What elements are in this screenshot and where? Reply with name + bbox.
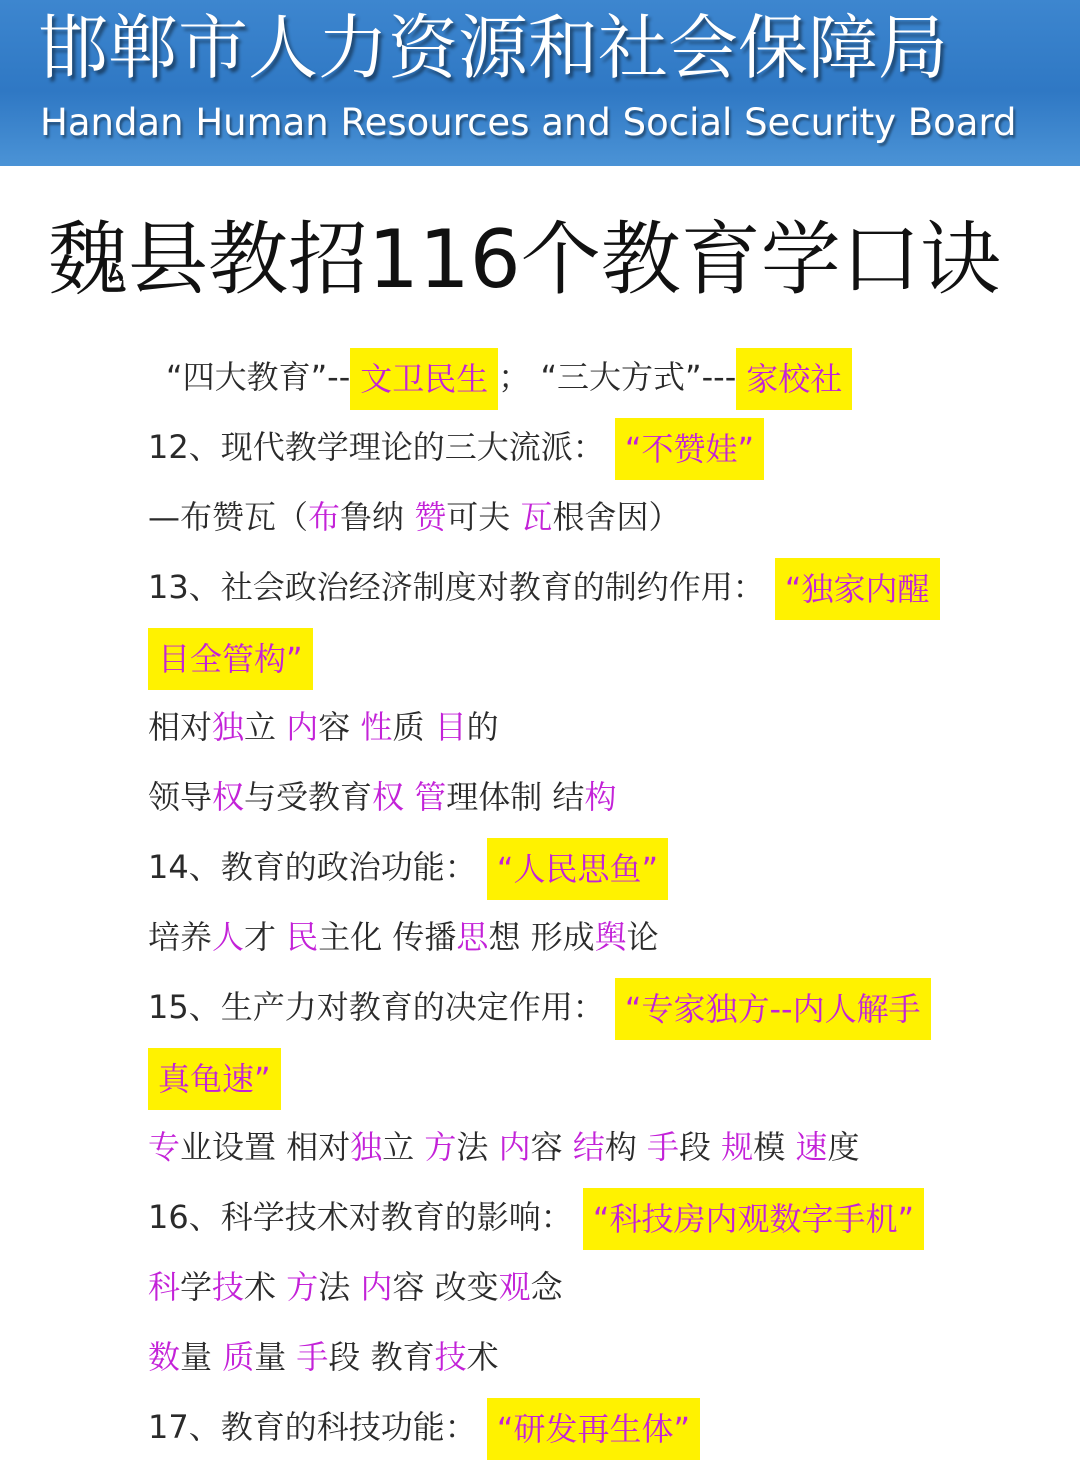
line-text: 理体制 结 xyxy=(446,778,585,816)
line-text: 学 xyxy=(180,1268,213,1306)
line-text: —布赞瓦（ xyxy=(148,498,309,536)
line-text: 立 xyxy=(382,1128,425,1166)
line-text: ； “三大方式”--- xyxy=(498,358,737,396)
line-text: 术 xyxy=(466,1338,499,1376)
line-text: 16、科学技术对教育的影响： xyxy=(148,1198,583,1236)
line-text: 13、社会政治经济制度对教育的制约作用： xyxy=(148,568,775,606)
keyword-character: 技 xyxy=(434,1338,467,1376)
line-text: 法 xyxy=(456,1128,499,1166)
mnemonic-line xyxy=(148,1042,281,1112)
highlighted-mnemonic: “专家独方--内人解手 xyxy=(615,978,931,1040)
keyword-character: 科 xyxy=(148,1268,181,1306)
line-text: 鲁纳 xyxy=(340,498,415,536)
line-text: 念 xyxy=(530,1268,563,1306)
line-text: 量 xyxy=(180,1338,223,1376)
line-text: 论 xyxy=(626,918,659,956)
line-text: 容 改变 xyxy=(392,1268,499,1306)
line-text: 的 xyxy=(466,708,499,746)
line-text: 量 xyxy=(254,1338,297,1376)
keyword-character: 数 xyxy=(148,1338,181,1376)
keyword-character: 舆 xyxy=(594,918,627,956)
highlighted-mnemonic: “人民思鱼” xyxy=(487,838,668,900)
page-title: 魏县教招116个教育学口诀 xyxy=(48,213,1001,306)
line-text: 14、教育的政治功能： xyxy=(148,848,487,886)
highlighted-mnemonic: 目全管构” xyxy=(148,628,313,690)
keyword-character: 性 xyxy=(360,708,393,746)
line-text: 根舍因） xyxy=(552,498,681,536)
line-text xyxy=(404,778,414,816)
banner-title-english: Handan Human Resources and Social Security Board xyxy=(40,101,1017,144)
highlighted-mnemonic: “科技房内观数字手机” xyxy=(583,1188,924,1250)
line-text: 与受教育 xyxy=(244,778,373,816)
keyword-character: 民 xyxy=(286,918,319,956)
line-text: 容 xyxy=(318,708,361,746)
line-text: 相对 xyxy=(148,708,213,746)
keyword-character: 独 xyxy=(212,708,245,746)
mnemonic-line xyxy=(148,622,313,692)
mnemonic-line xyxy=(148,832,668,902)
keyword-character: 布 xyxy=(308,498,341,536)
line-text: 业设置 相对 xyxy=(180,1128,351,1166)
line-text: 17、教育的科技功能： xyxy=(148,1408,487,1446)
highlighted-mnemonic: “不赞娃” xyxy=(615,418,764,480)
banner-title-chinese: 邯郸市人力资源和社会保障局 xyxy=(38,7,948,89)
keyword-character: 方 xyxy=(286,1268,319,1306)
mnemonic-line xyxy=(148,1392,700,1462)
keyword-character: 人 xyxy=(212,918,245,956)
keyword-character: 手 xyxy=(647,1128,680,1166)
keyword-character: 专 xyxy=(148,1128,181,1166)
mnemonic-line xyxy=(166,342,852,412)
keyword-character: 管 xyxy=(414,778,447,816)
keyword-character: 构 xyxy=(584,778,617,816)
keyword-character: 观 xyxy=(498,1268,531,1306)
line-text: 术 xyxy=(244,1268,287,1306)
line-text: 15、生产力对教育的决定作用： xyxy=(148,988,615,1026)
keyword-character: 权 xyxy=(212,778,245,816)
line-text: 段 教育 xyxy=(328,1338,435,1376)
mnemonic-line xyxy=(148,692,499,762)
keyword-character: 规 xyxy=(721,1128,754,1166)
line-text: 度 xyxy=(827,1128,860,1166)
keyword-character: 手 xyxy=(296,1338,329,1376)
line-text: 模 xyxy=(753,1128,796,1166)
keyword-character: 内 xyxy=(360,1268,393,1306)
mnemonic-line xyxy=(148,1182,924,1252)
line-text: 质 xyxy=(392,708,435,746)
keyword-character: 目 xyxy=(434,708,467,746)
keyword-character: 独 xyxy=(350,1128,383,1166)
mnemonic-line xyxy=(148,1112,859,1182)
mnemonic-line xyxy=(148,412,764,482)
mnemonic-line xyxy=(148,1252,563,1322)
line-text: 培养 xyxy=(148,918,213,956)
mnemonic-line xyxy=(148,1322,499,1392)
line-text: 容 xyxy=(530,1128,573,1166)
keyword-character: 技 xyxy=(212,1268,245,1306)
line-text: 可夫 xyxy=(446,498,521,536)
keyword-character: 赞 xyxy=(414,498,447,536)
line-text: 法 xyxy=(318,1268,361,1306)
keyword-character: 内 xyxy=(498,1128,531,1166)
highlighted-mnemonic: 真龟速” xyxy=(148,1048,281,1110)
line-text: 12、现代教学理论的三大流派： xyxy=(148,428,615,466)
line-text: 主化 传播 xyxy=(318,918,457,956)
highlighted-mnemonic: “研发再生体” xyxy=(487,1398,700,1460)
keyword-character: 质 xyxy=(222,1338,255,1376)
line-text: 领导 xyxy=(148,778,213,816)
highlighted-mnemonic: 文卫民生 xyxy=(350,348,498,410)
mnemonic-line xyxy=(148,972,931,1042)
highlighted-mnemonic: “独家内醒 xyxy=(775,558,940,620)
line-text: 才 xyxy=(244,918,287,956)
keyword-character: 速 xyxy=(795,1128,828,1166)
keyword-character: 瓦 xyxy=(520,498,553,536)
mnemonic-line xyxy=(148,902,659,972)
highlighted-mnemonic: 家校社 xyxy=(736,348,852,410)
line-text: 段 xyxy=(679,1128,722,1166)
mnemonic-line xyxy=(148,552,940,622)
line-text: 构 xyxy=(604,1128,648,1166)
keyword-character: 思 xyxy=(456,918,489,956)
line-text: 想 形成 xyxy=(488,918,595,956)
keyword-character: 结 xyxy=(572,1128,605,1166)
mnemonic-line xyxy=(148,482,680,552)
line-text: “四大教育”-- xyxy=(166,358,351,396)
keyword-character: 方 xyxy=(424,1128,457,1166)
keyword-character: 内 xyxy=(286,708,319,746)
keyword-character: 权 xyxy=(372,778,405,816)
mnemonic-line xyxy=(148,762,616,832)
line-text: 立 xyxy=(244,708,287,746)
